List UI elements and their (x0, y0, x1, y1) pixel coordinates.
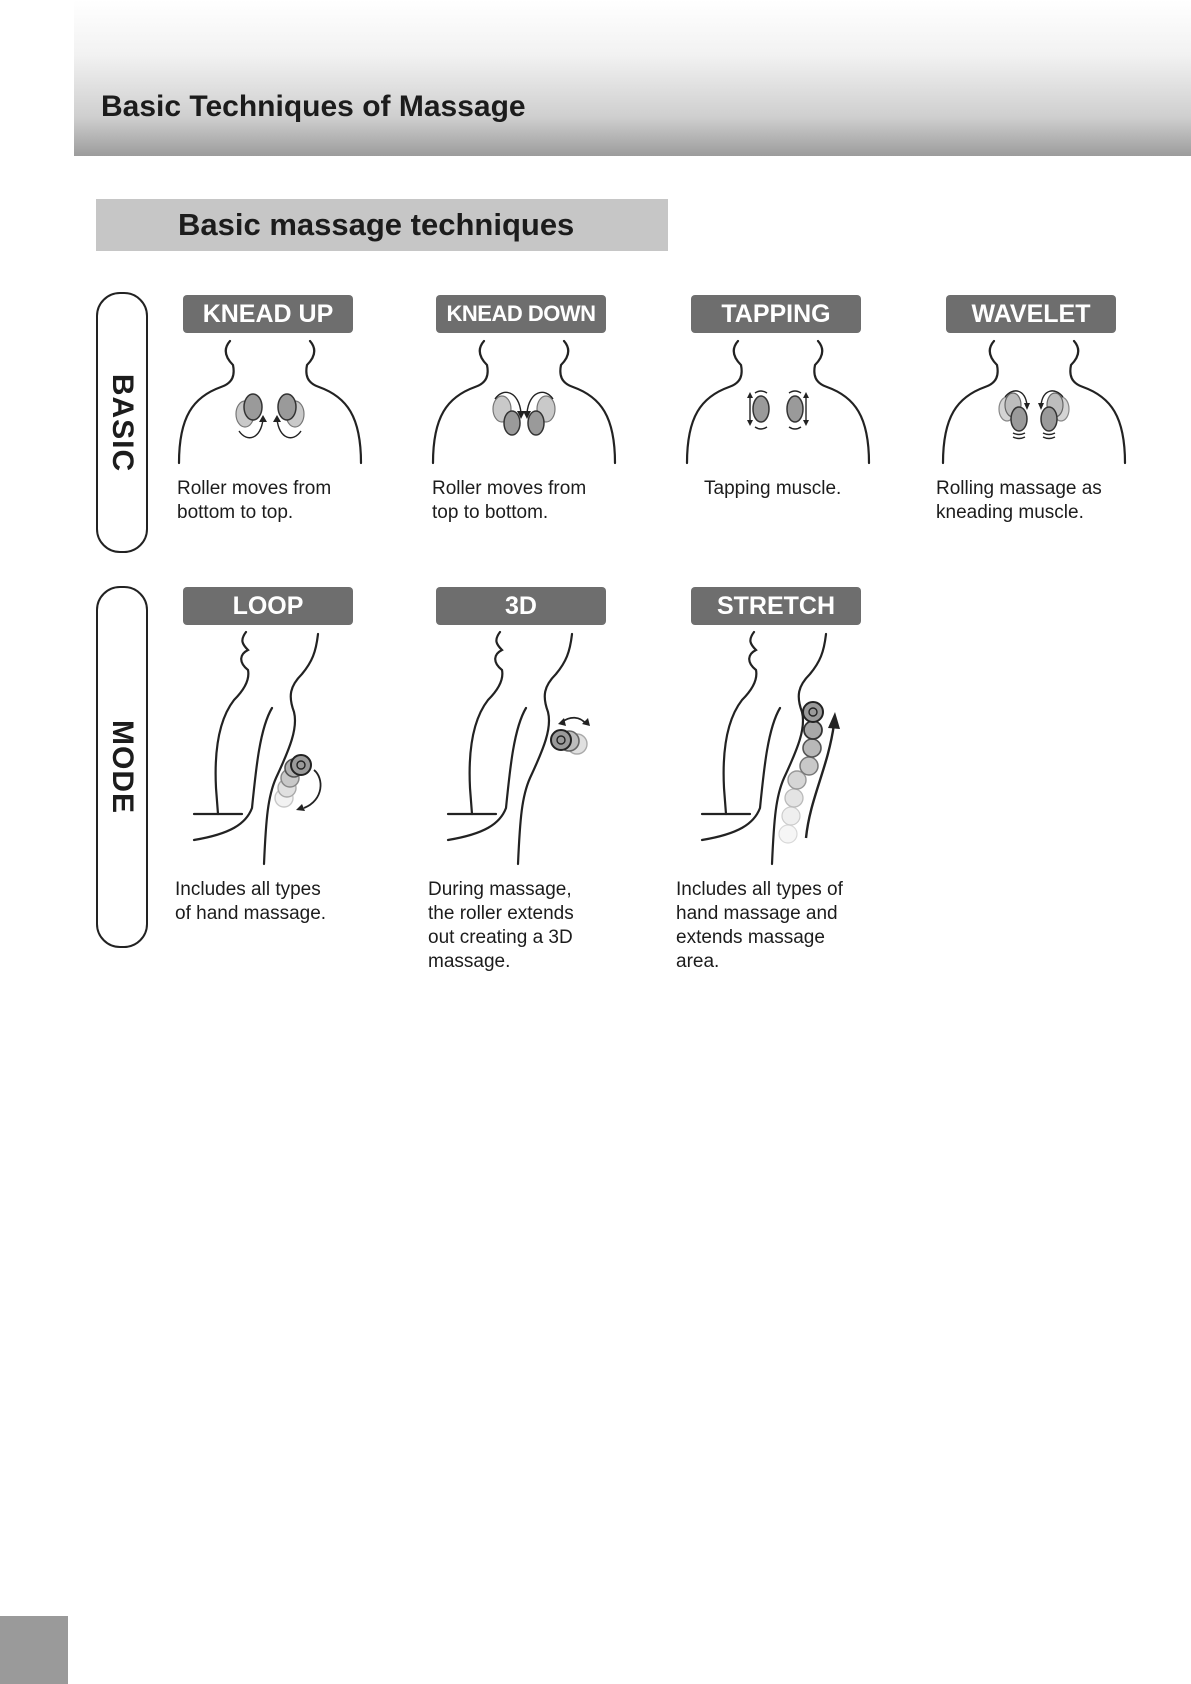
stretch-description: Includes all types of hand massage and extends massage area. (676, 879, 843, 972)
wavelet-description: Rolling massage as kneading muscle. (936, 478, 1102, 523)
3d-illustration (444, 628, 594, 868)
loop-illustration (190, 628, 340, 868)
tapping-label: TAPPING (691, 295, 861, 333)
header-band (74, 0, 1191, 156)
roller-icon (236, 394, 304, 427)
3d-description: During massage, the roller extends out creating a 3D massage. (428, 879, 574, 972)
knead-down-description: Roller moves from top to bottom. (432, 478, 587, 523)
page-title: Basic Techniques of Massage (101, 90, 526, 123)
wavelet-illustration (939, 335, 1129, 465)
loop-label: LOOP (183, 587, 353, 625)
knead-down-label: KNEAD DOWN (436, 295, 606, 333)
section-title: Basic massage techniques (178, 207, 575, 242)
roller-icon (753, 396, 803, 422)
knead-up-label: KNEAD UP (183, 295, 353, 333)
roller-icon (551, 730, 587, 754)
roller-icon (999, 393, 1069, 431)
knead-up-illustration (175, 335, 365, 465)
stretch-illustration (698, 628, 848, 868)
group-label-mode (96, 586, 148, 948)
wavelet-label: WAVELET (946, 295, 1116, 333)
roller-icon (493, 396, 555, 435)
loop-description: Includes all types of hand massage. (175, 879, 327, 924)
group-label-mode-text: MODE (106, 720, 139, 814)
roller-icon (275, 755, 311, 807)
knead-up-description: Roller moves from bottom to top. (177, 478, 332, 523)
group-label-basic-text: BASIC (106, 373, 139, 472)
page-corner-tab (0, 1616, 68, 1684)
knead-down-illustration (429, 335, 619, 465)
group-label-basic (96, 292, 148, 553)
tapping-description: Tapping muscle. (704, 478, 842, 499)
tapping-illustration (683, 335, 873, 465)
3d-label: 3D (436, 587, 606, 625)
stretch-label: STRETCH (691, 587, 861, 625)
